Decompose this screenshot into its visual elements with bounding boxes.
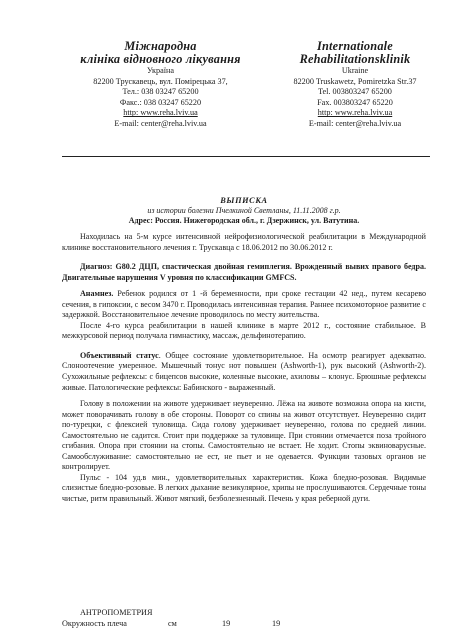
measure-value-2: 19 (272, 619, 281, 628)
address-de: 82200 Truskawetz, Pomiretzka Str.37 (293, 76, 417, 86)
anthropometry-title: АНТРОПОМЕТРИЯ (80, 608, 153, 617)
measure-name: Окружность плеча (62, 619, 127, 628)
diagnosis-paragraph: Диагноз: G80.2 ДЦП, спастическая двойная гемиплегия. Врожденный вывих правого бедра. Двигательные нарушения V уровня по классификации GMFCS. (62, 262, 426, 282)
website-link-ua[interactable]: http: www.reha.lviv.ua (123, 108, 198, 118)
anthropometry-section (62, 607, 426, 629)
clinic-name-de-line1: Internationale (317, 39, 393, 53)
clinic-name-ua-line1: Міжнародна (124, 39, 197, 53)
phone-de: Tel. 003803247 65200 (318, 87, 392, 97)
course-paragraph: После 4-го курса реабилитации в нашей клинике в марте 2012 г., состояние стабильное. В межкурсовой период получала гимнастику, массаж, дельфинотерапию. (62, 320, 426, 341)
pulse-paragraph: Пульс - 104 уд.в мин., удовлетворительных характеристик. Кожа бледно-розовая. Видимые слизистые бледно-розовые. В легких дыхание везикулярное, хрипы не прослушиваются. Сердечные тоны чистые, ритм правильный. Живот мягкий, безболезненный. Печень у края реберной дуги. (62, 472, 426, 504)
objective-text: . Общее состояние удовлетворительное. На осмотр реагирует адекватно. Слоноотечение умеренное. Мышечный тонус нот повышен (Ashworth-1), рук высокий (Ashworth-2). Сухожильные рефлексы: с бицепсов высокие, коленные высокие, ахиловы – клонус. Брюшные рефлексы живые. Патологические рефлексы: Бабинского - выраженный. (62, 350, 426, 392)
anamnesis-label: Анамнез. (80, 289, 114, 299)
measure-unit: см (168, 619, 177, 628)
measure-value-1: 19 (222, 619, 231, 628)
document-subtitle: из истории болезни Пчелкиной Светланы, 11.11.2008 г.р. (147, 206, 341, 215)
email-de[interactable]: E-mail: center@reha.lviv.ua (308, 118, 402, 128)
anamnesis-text: Ребенок родился от 1 -й беременности, при сроке гестации 42 нед., путем кесарево сечения, в гипоксии, с весом 3470 г. Проводилась интенсивная терапия. Раннее психомоторное развитие с задержкой. Восстановительное лечение проводилось по месту жительства. (62, 289, 426, 320)
fax-ua: Факс.: 038 03247 65220 (119, 97, 202, 107)
letterhead-ukrainian (68, 40, 253, 130)
anthropometry-row (62, 618, 426, 629)
letterhead-german (260, 40, 450, 130)
document-title: ВЫПИСКА (220, 196, 268, 205)
document-body (62, 196, 426, 505)
country-ua: Україна (146, 66, 175, 75)
objective-label: Объективный статус (80, 350, 159, 360)
stay-paragraph: Находилась на 5-м курсе интенсивной нейрофизиологической реабилитации в Международной клинике восстановительного лечения г. Трускавца с 18.06.2012 по 30.06.2012 г. (62, 232, 426, 252)
motor-paragraph: Голову в положении на животе удерживает неуверенно. Лёжа на животе возможна опора на кисти, может поворачивать голову в обе стороны. Поворот со спины на живот отсутствует. Неуверенно сидит по-турецки, с флексией туловища. Сида голову удерживает неуверенно, голова по средней линии. Самостоятельно не садится. Стоит при поддержке за туловище. При стоянии отмечается поза тройного сгибания. Опора при стоянии на стопы. Самостоятельно не встает. Не ходит. Стопы эквиноварусные. Самообслуживание: самостоятельно не ест, не пьет и не одевается. Функции тазовых органов не контролирует. (62, 399, 426, 472)
country-de: Ukraine (341, 66, 369, 75)
phone-ua: Тел.: 038 03247 65200 (122, 87, 199, 97)
letterhead-divider (62, 156, 430, 157)
email-ua[interactable]: E-mail: center@reha.lviv.ua (114, 118, 207, 128)
clinic-name-ua-line2: клініка відновного лікування (80, 52, 241, 66)
address-ua: 82200 Трускавець, вул. Помірецька 37, (93, 76, 228, 86)
objective-paragraph (62, 351, 426, 393)
anamnesis-paragraph (62, 289, 426, 321)
website-link-de[interactable]: http: www.reha.lviv.ua (317, 108, 393, 118)
patient-address: Адрес: Россия. Нижегородская обл., г. Дзержинск, ул. Ватутина. (128, 216, 360, 225)
clinic-name-de-line2: Rehabilitationsklinik (299, 52, 411, 66)
clinic-letterhead (0, 40, 465, 158)
fax-de: Fax. 003803247 65220 (317, 97, 393, 107)
